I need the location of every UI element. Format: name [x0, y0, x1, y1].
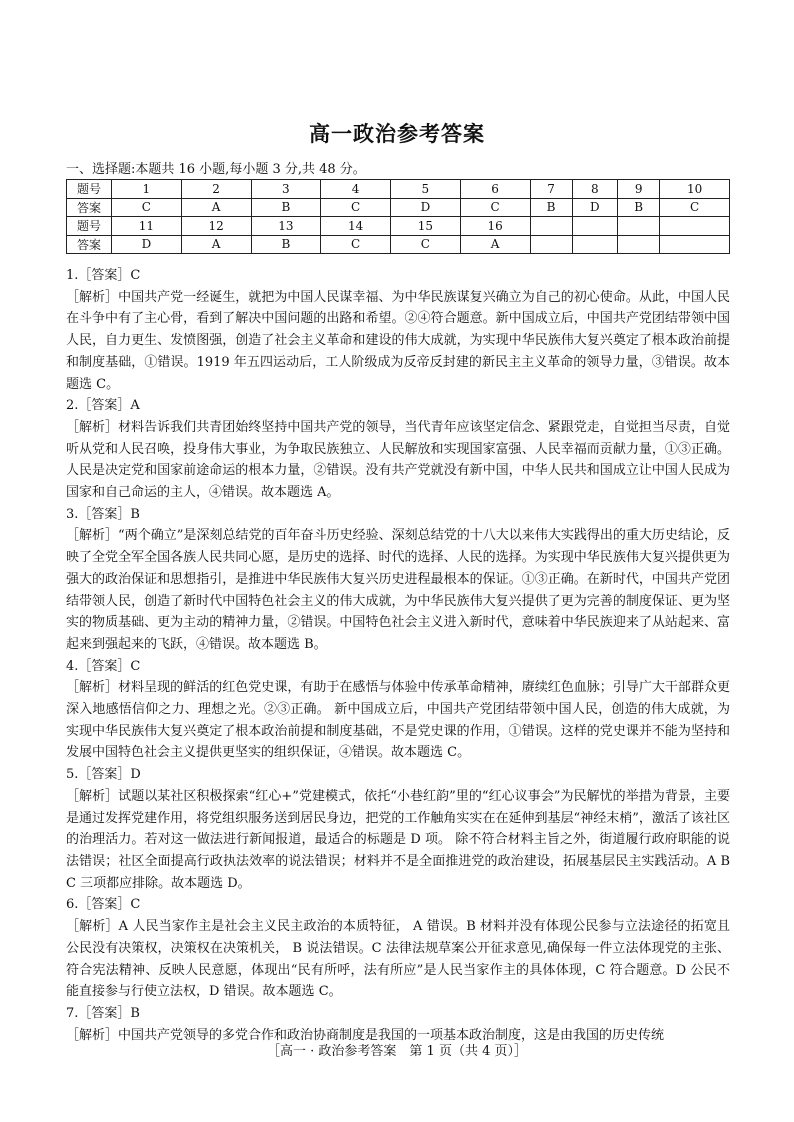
table-cell: C: [391, 235, 461, 254]
table-cell: C: [112, 198, 182, 217]
table-row: [67, 180, 730, 199]
table-cell: [572, 217, 618, 236]
answer-line: 4.［答案］C: [66, 658, 141, 674]
explanation-paragraph: ［解析］中国共产党一经诞生，就把为中国人民谋幸福、为中华民族谋复兴确立为自己的初心使命。从此，中国人民在斗争中有了主心骨，看到了解决中国问题的出路和希望。②④符合题意。新中国成立后，中国共产党团结带领中国人民，自力更生、发愤图强，创造了社会主义革命和建设的伟大成就，为实现中华民族伟大复兴奠定了根本政治前提和制度基础，①错误。1919 年五四运动后，工人阶级成为反帝反封建的新民主主义革命的领导力量，③错误。故本题选 C。: [66, 289, 730, 392]
table-row: [67, 217, 730, 236]
table-cell: 14: [321, 217, 391, 236]
table-cell: C: [460, 198, 530, 217]
table-cell: B: [618, 198, 660, 217]
table-cell: [660, 235, 730, 254]
answer-table: [66, 179, 730, 254]
row-label: 题号: [67, 217, 112, 236]
table-cell: C: [321, 198, 391, 217]
table-row: [67, 198, 730, 217]
table-cell: D: [112, 235, 182, 254]
row-label: 题号: [67, 180, 112, 199]
table-cell: 11: [112, 217, 182, 236]
table-cell: [572, 235, 618, 254]
table-cell: 10: [660, 180, 730, 199]
table-cell: 7: [530, 180, 572, 199]
answer-line: 1.［答案］C: [66, 268, 141, 283]
explanation-paragraph: ［解析］材料呈现的鲜活的红色党史课，有助于在感悟与体验中传承革命精神，赓续红色血脉；引导广大干部群众更深入地感悟信仰之力、理想之光。②③正确。 新中国成立后，中国共产党团结带领中国人民，创造的伟大成就，为实现中华民族伟大复兴奠定了根本政治前提和制度基础，不是党史课的作用，①错误。这样的党史课并不能为坚持和发展中国特色社会主义提供更坚实的组织保证，④错误。故本题选 C。: [66, 680, 730, 761]
table-cell: 6: [460, 180, 530, 199]
table-cell: 1: [112, 180, 182, 199]
page-footer: ［高一 · 政治参考答案 第 1 页（共 4 页）］: [267, 1044, 527, 1059]
answer-line: 7.［答案］B: [66, 1005, 140, 1021]
explanation-paragraph: ［解析］“两个确立”是深刻总结党的百年奋斗历史经验、深刻总结党的十八大以来伟大实践得出的重大历史结论，反映了全党全军全国各族人民共同心愿，是历史的选择、时代的选择、人民的选择。为实现中华民族伟大复兴提供更为强大的政治保证和思想指引，是推进中华民族伟大复兴历史进程最根本的保证。①③正确。在新时代，中国共产党团结带领人民，创造了新时代中国特色社会主义的伟大成就，为中华民族伟大复兴提供了更为完善的制度保证、更为坚实的物质基础、更为主动的精神力量，②错误。中国特色社会主义进入新时代，意味着中华民族迎来了从站起来、富起来到强起来的飞跃，④错误。故本题选 B。: [66, 528, 730, 652]
table-cell: 4: [321, 180, 391, 199]
table-row: [67, 235, 730, 254]
explanation-paragraph: ［解析］A 人民当家作主是社会主义民主政治的本质特征， A 错误。B 材料并没有体现公民参与立法途径的拓宽且公民没有决策权，决策权在决策机关， B 说法错误。C 法律法规草案公开征求意见,确保每一件立法体现党的主张、符合宪法精神、反映人民意愿，体现出“民有所呼，法有所应”是人民当家作主的具体体现，C 符合题意。D 公民不能直接参与行使立法权，D 错误。故本题选 C。: [66, 919, 730, 1000]
table-cell: 12: [181, 217, 251, 236]
table-cell: A: [181, 235, 251, 254]
table-cell: B: [530, 198, 572, 217]
answer-line: 3.［答案］B: [66, 506, 140, 522]
table-cell: A: [460, 235, 530, 254]
table-cell: B: [251, 235, 321, 254]
table-cell: 16: [460, 217, 530, 236]
table-cell: [660, 217, 730, 236]
table-cell: 15: [391, 217, 461, 236]
table-cell: 9: [618, 180, 660, 199]
table-cell: B: [251, 198, 321, 217]
row-label: 答案: [67, 198, 112, 217]
table-cell: 3: [251, 180, 321, 199]
answer-explanations: [66, 265, 730, 1046]
table-cell: [530, 235, 572, 254]
answer-line: 6.［答案］C: [66, 897, 141, 913]
table-cell: C: [321, 235, 391, 254]
answer-line: 2.［答案］A: [66, 398, 140, 414]
table-cell: 5: [391, 180, 461, 199]
explanation-paragraph: ［解析］试题以某社区积极探索“红心+”党建模式，依托“小巷红韵”里的“红心议事会”为民解忧的举措为背景，主要是通过发挥党建作用，将党组织服务送到居民身边，把党的工作触角实实在在延伸到基层“神经末梢”，激活了该社区的治理活力。若对这一做法进行新闻报道，最适合的标题是 D 项。 除不符合材料主旨之外，街道履行政府职能的说法错误；社区全面提高行政执法效率的说法错误；材料并不是全面推进党的政治建设，拓展基层民主实践活动。A B C 三项都应排除。故本题选 D。: [66, 788, 730, 891]
explanation-paragraph: ［解析］材料告诉我们共青团始终坚持中国共产党的领导，当代青年应该坚定信念、紧跟党走，自觉担当尽责，自觉听从党和人民召唤，投身伟大事业，为争取民族独立、人民解放和实现国家富强、人民幸福而贡献力量，①③正确。人民是决定党和国家前途命运的根本力量，②错误。没有共产党就没有新中国，中华人民共和国成立让中国人民成为国家和自己命运的主人，④错误。故本题选 A。: [66, 419, 730, 501]
table-cell: 8: [572, 180, 618, 199]
row-label: 答案: [67, 235, 112, 254]
table-cell: [530, 217, 572, 236]
table-cell: [618, 217, 660, 236]
answer-line: 5.［答案］D: [66, 767, 141, 783]
table-cell: 2: [181, 180, 251, 199]
table-cell: C: [660, 198, 730, 217]
table-cell: D: [572, 198, 618, 217]
table-cell: A: [181, 198, 251, 217]
page-title: 高一政治参考答案: [309, 121, 485, 146]
explanation-paragraph: ［解析］中国共产党领导的多党合作和政治协商制度是我国的一项基本政治制度，这是由我国的历史传统: [66, 1027, 665, 1043]
table-cell: 13: [251, 217, 321, 236]
table-cell: D: [391, 198, 461, 217]
table-cell: [618, 235, 660, 254]
section-heading: 一、选择题:本题共 16 小题,每小题 3 分,共 48 分。: [66, 162, 366, 177]
